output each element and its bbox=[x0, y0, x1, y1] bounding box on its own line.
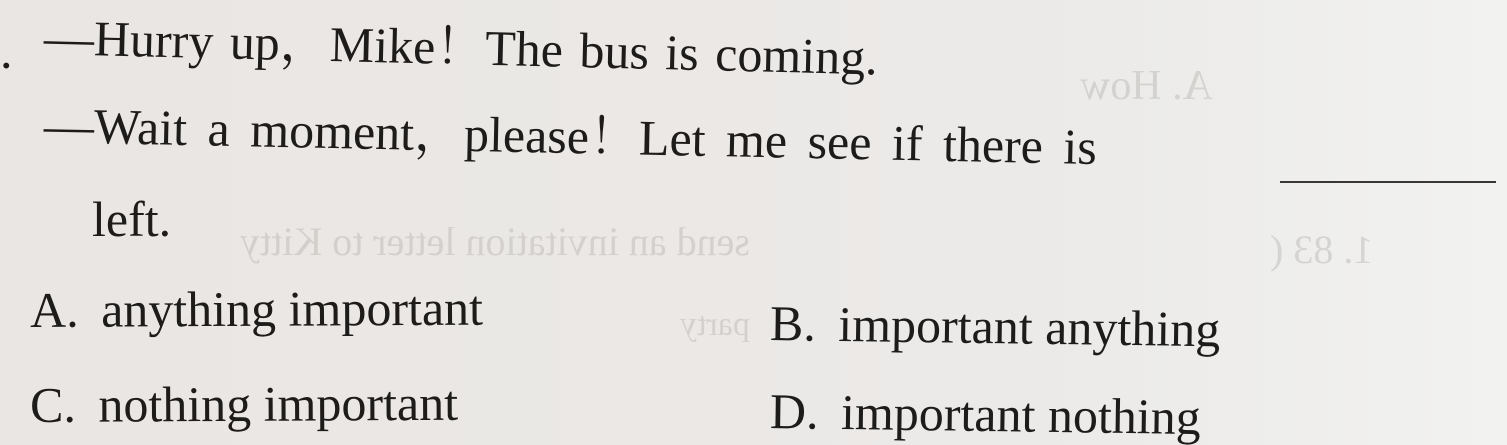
option-d bbox=[769, 383, 1202, 445]
option-letter: D. bbox=[769, 383, 819, 440]
option-letter: A. bbox=[29, 281, 79, 338]
question-line-2: —Wait a moment，please！Let me see if there is bbox=[43, 97, 1098, 176]
option-text: nothing important bbox=[98, 374, 459, 433]
question-line-3: left. bbox=[92, 191, 172, 247]
option-text: important anything bbox=[837, 295, 1221, 358]
option-letter: B. bbox=[769, 295, 817, 352]
question-line-1: —Hurry up，Mike！The bus is coming. bbox=[43, 9, 879, 86]
option-text: anything important bbox=[100, 279, 484, 338]
bleed-through-text: A. How bbox=[1080, 63, 1213, 109]
option-c bbox=[29, 374, 459, 433]
bleed-through-text: 1. 83 ( bbox=[1270, 227, 1374, 272]
option-letter: C. bbox=[29, 376, 77, 433]
question-number-marker: . bbox=[0, 23, 13, 79]
option-b bbox=[769, 295, 1221, 358]
answer-blank bbox=[1280, 181, 1496, 183]
option-a bbox=[29, 279, 484, 338]
bleed-through-text: send an invitation letter to Kitty bbox=[240, 219, 750, 264]
bleed-through-text: party bbox=[680, 306, 750, 343]
option-text: important nothing bbox=[840, 383, 1202, 445]
